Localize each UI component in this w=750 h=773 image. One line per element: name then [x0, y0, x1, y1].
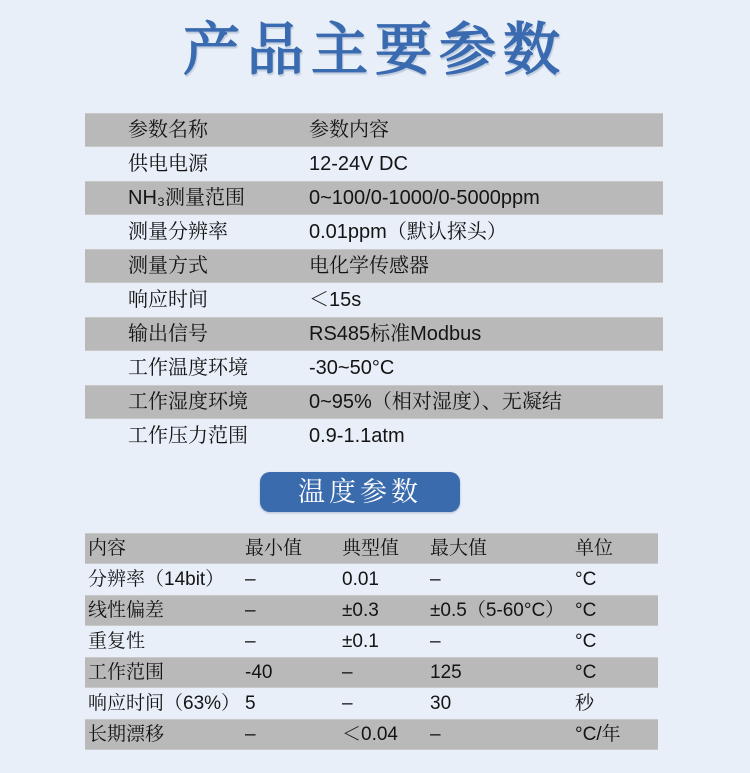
table-row: [85, 249, 663, 283]
table-row: [85, 385, 663, 419]
param-value-header: 参数内容: [309, 119, 389, 141]
param-name: 工作温度环境: [128, 357, 248, 379]
typical-value: ±0.3: [342, 600, 379, 621]
unit-value: °C/年: [575, 724, 621, 745]
table-header-row: [85, 533, 658, 564]
param-name: 测量分辨率: [128, 221, 228, 243]
col-header-min: 最小值: [245, 538, 303, 559]
min-value: –: [245, 569, 256, 590]
param-name-header: 参数名称: [128, 119, 208, 141]
typical-value: –: [342, 662, 353, 683]
param-name: 工作湿度环境: [128, 391, 248, 413]
temperature-section-badge: 温度参数: [260, 472, 460, 512]
max-value: 125: [430, 662, 462, 683]
table-row: [85, 719, 658, 750]
param-value: 电化学传感器: [309, 255, 429, 277]
max-value: ±0.5（5-60°C）: [430, 600, 565, 621]
row-label: 长期漂移: [88, 724, 165, 745]
typical-value: ±0.1: [342, 631, 379, 652]
param-name: NH₃测量范围: [128, 187, 246, 209]
param-value: 0~95%（相对湿度）、无凝结: [309, 391, 562, 413]
unit-value: °C: [575, 662, 597, 683]
max-value: 30: [430, 693, 452, 714]
max-value: –: [430, 631, 441, 652]
col-header-unit: 单位: [575, 538, 614, 559]
table-row: [85, 688, 658, 719]
param-value: 0.9-1.1atm: [309, 425, 405, 447]
typical-value: 0.01: [342, 569, 379, 590]
table-row: [85, 215, 663, 249]
min-value: 5: [245, 693, 256, 714]
max-value: –: [430, 724, 441, 745]
min-value: –: [245, 724, 256, 745]
table-row: [85, 657, 658, 688]
unit-value: °C: [575, 569, 597, 590]
table-row: [85, 564, 658, 595]
row-label: 分辨率（14bit）: [88, 569, 225, 590]
param-value: ＜15s: [309, 289, 362, 311]
col-header-typical: 典型值: [342, 538, 400, 559]
table-row: [85, 181, 663, 215]
product-parameter-table: [85, 113, 663, 453]
param-value: 12-24V DC: [309, 153, 408, 175]
param-value: 0.01ppm（默认探头）: [309, 221, 507, 243]
param-name: 输出信号: [128, 323, 208, 345]
unit-value: °C: [575, 631, 597, 652]
param-value: 0~100/0-1000/0-5000ppm: [309, 187, 540, 209]
param-value: RS485标准Modbus: [309, 323, 482, 345]
typical-value: –: [342, 693, 353, 714]
row-label: 响应时间（63%）: [88, 693, 241, 714]
unit-value: 秒: [575, 693, 595, 714]
param-name: 工作压力范围: [128, 425, 248, 447]
table-row: [85, 626, 658, 657]
param-value: -30~50°C: [309, 357, 395, 379]
table-row: [85, 595, 658, 626]
max-value: –: [430, 569, 441, 590]
param-name: 测量方式: [128, 255, 208, 277]
min-value: -40: [245, 662, 273, 683]
row-label: 线性偏差: [88, 600, 165, 621]
col-header-max: 最大值: [430, 538, 488, 559]
col-header-content: 内容: [88, 538, 127, 559]
table-row: [85, 419, 663, 453]
table-row: [85, 317, 663, 351]
table-row: [85, 147, 663, 181]
page-title: 产品主要参数: [183, 18, 567, 82]
table-row: [85, 283, 663, 317]
row-label: 工作范围: [88, 662, 165, 683]
row-label: 重复性: [88, 631, 146, 652]
unit-value: °C: [575, 600, 597, 621]
min-value: –: [245, 600, 256, 621]
temperature-parameter-table: [85, 533, 658, 750]
table-header-row: [85, 113, 663, 147]
typical-value: ＜0.04: [342, 724, 398, 745]
param-name: 供电电源: [128, 153, 208, 175]
table-row: [85, 351, 663, 385]
min-value: –: [245, 631, 256, 652]
param-name: 响应时间: [128, 289, 208, 311]
